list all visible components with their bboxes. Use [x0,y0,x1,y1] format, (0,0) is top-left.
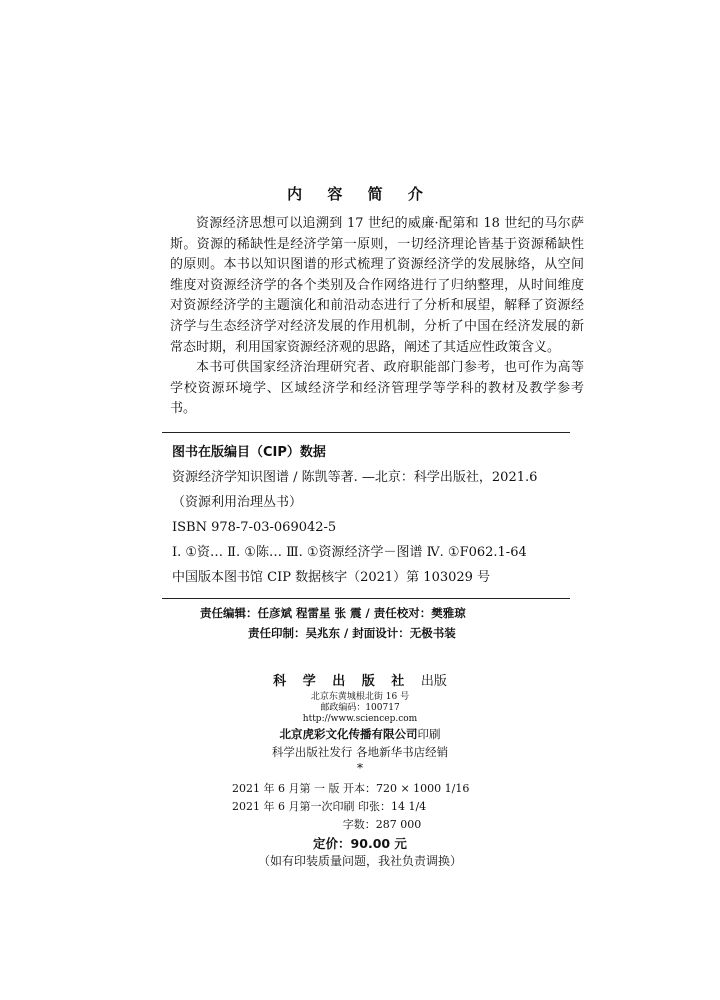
staff-credits [200,603,580,643]
cip-bottom-rule [162,598,570,599]
publisher-website: http://www.sciencep.com [302,714,418,724]
publisher-name: 科 学 出 版 社 [273,674,411,689]
cip-heading: 图书在版编目（CIP）数据 [172,445,326,460]
cip-top-rule [162,432,570,433]
printer-line [180,725,540,743]
cip-check-number: 中国版本图书馆 CIP 数据核字（2021）第 103029 号 [172,570,491,585]
publisher-address: 北京东黄城根北街 16 号 [310,692,410,702]
spec-edition-line: 2021 年 6 月第 一 版 开本：720 × 1000 1/16 [232,782,470,795]
price-label: 定价：90.00 元 [313,836,407,851]
distribution-line: 科学出版社发行 各地新华书店经销 [271,745,449,759]
edition-specs [232,780,532,834]
printer-name: 北京虎彩文化传播有限公司 [279,727,418,741]
spec-printing-line: 2021 年 6 月第一次印刷 印张：14 1/4 [232,800,427,813]
cip-book-line: 资源经济学知识图谱 / 陈凯等著. —北京：科学出版社，2021.6 [172,470,538,485]
publisher-postcode: 邮政编码：100717 [320,703,400,713]
publisher-name-line [180,672,540,692]
summary-paragraph-1: 资源经济思想可以追溯到 17 世纪的威廉·配第和 18 世纪的马尔萨斯。资源的稀缺性是经济学第一原则，一切经济理论皆基于资源稀缺性的原则。本书以知识图谱的形式梳理了资源经济学的发展脉络，从空间维度对资源经济学的各个类别及合作网络进行了归纳整理，从时间维度对资源经济学的主题演化和前沿动态进行了分析和展望，解释了资源经济学与生态经济学对经济发展的作用机制，分析了中国在经济发展的新常态时期，利用国家资源经济观的思路，阐述了其适应性政策含义。 [170,216,584,355]
cip-classification: Ⅰ. ①资… Ⅱ. ①陈… Ⅲ. ①资源经济学－图谱 Ⅳ. ①F062.1-64 [172,545,527,560]
quality-note: （如有印装质量问题，我社负责调换） [257,854,462,868]
staff-line-production: 责任印制：吴兆东 / 封面设计：无极书装 [248,626,456,640]
printer-suffix: 印刷 [417,727,441,741]
cip-data-block [172,440,572,590]
page-title: 内 容 简 介 [287,185,433,203]
publisher-block [180,672,540,775]
separator-star: * [357,761,363,775]
content-summary [170,214,584,420]
staff-line-editors: 责任编辑：任彦斌 程雷星 张 震 / 责任校对：樊雅琼 [200,606,466,620]
publisher-name-suffix: 出版 [420,674,447,689]
cip-series: （资源利用治理丛书） [172,495,303,510]
summary-paragraph-2: 本书可供国家经济治理研究者、政府职能部门参考，也可作为高等学校资源环境学、区域经济学和经济管理学等学科的教材及教学参考书。 [170,360,584,417]
cip-isbn: ISBN 978-7-03-069042-5 [172,520,337,535]
spec-word-count: 字数：287 000 [342,818,422,831]
